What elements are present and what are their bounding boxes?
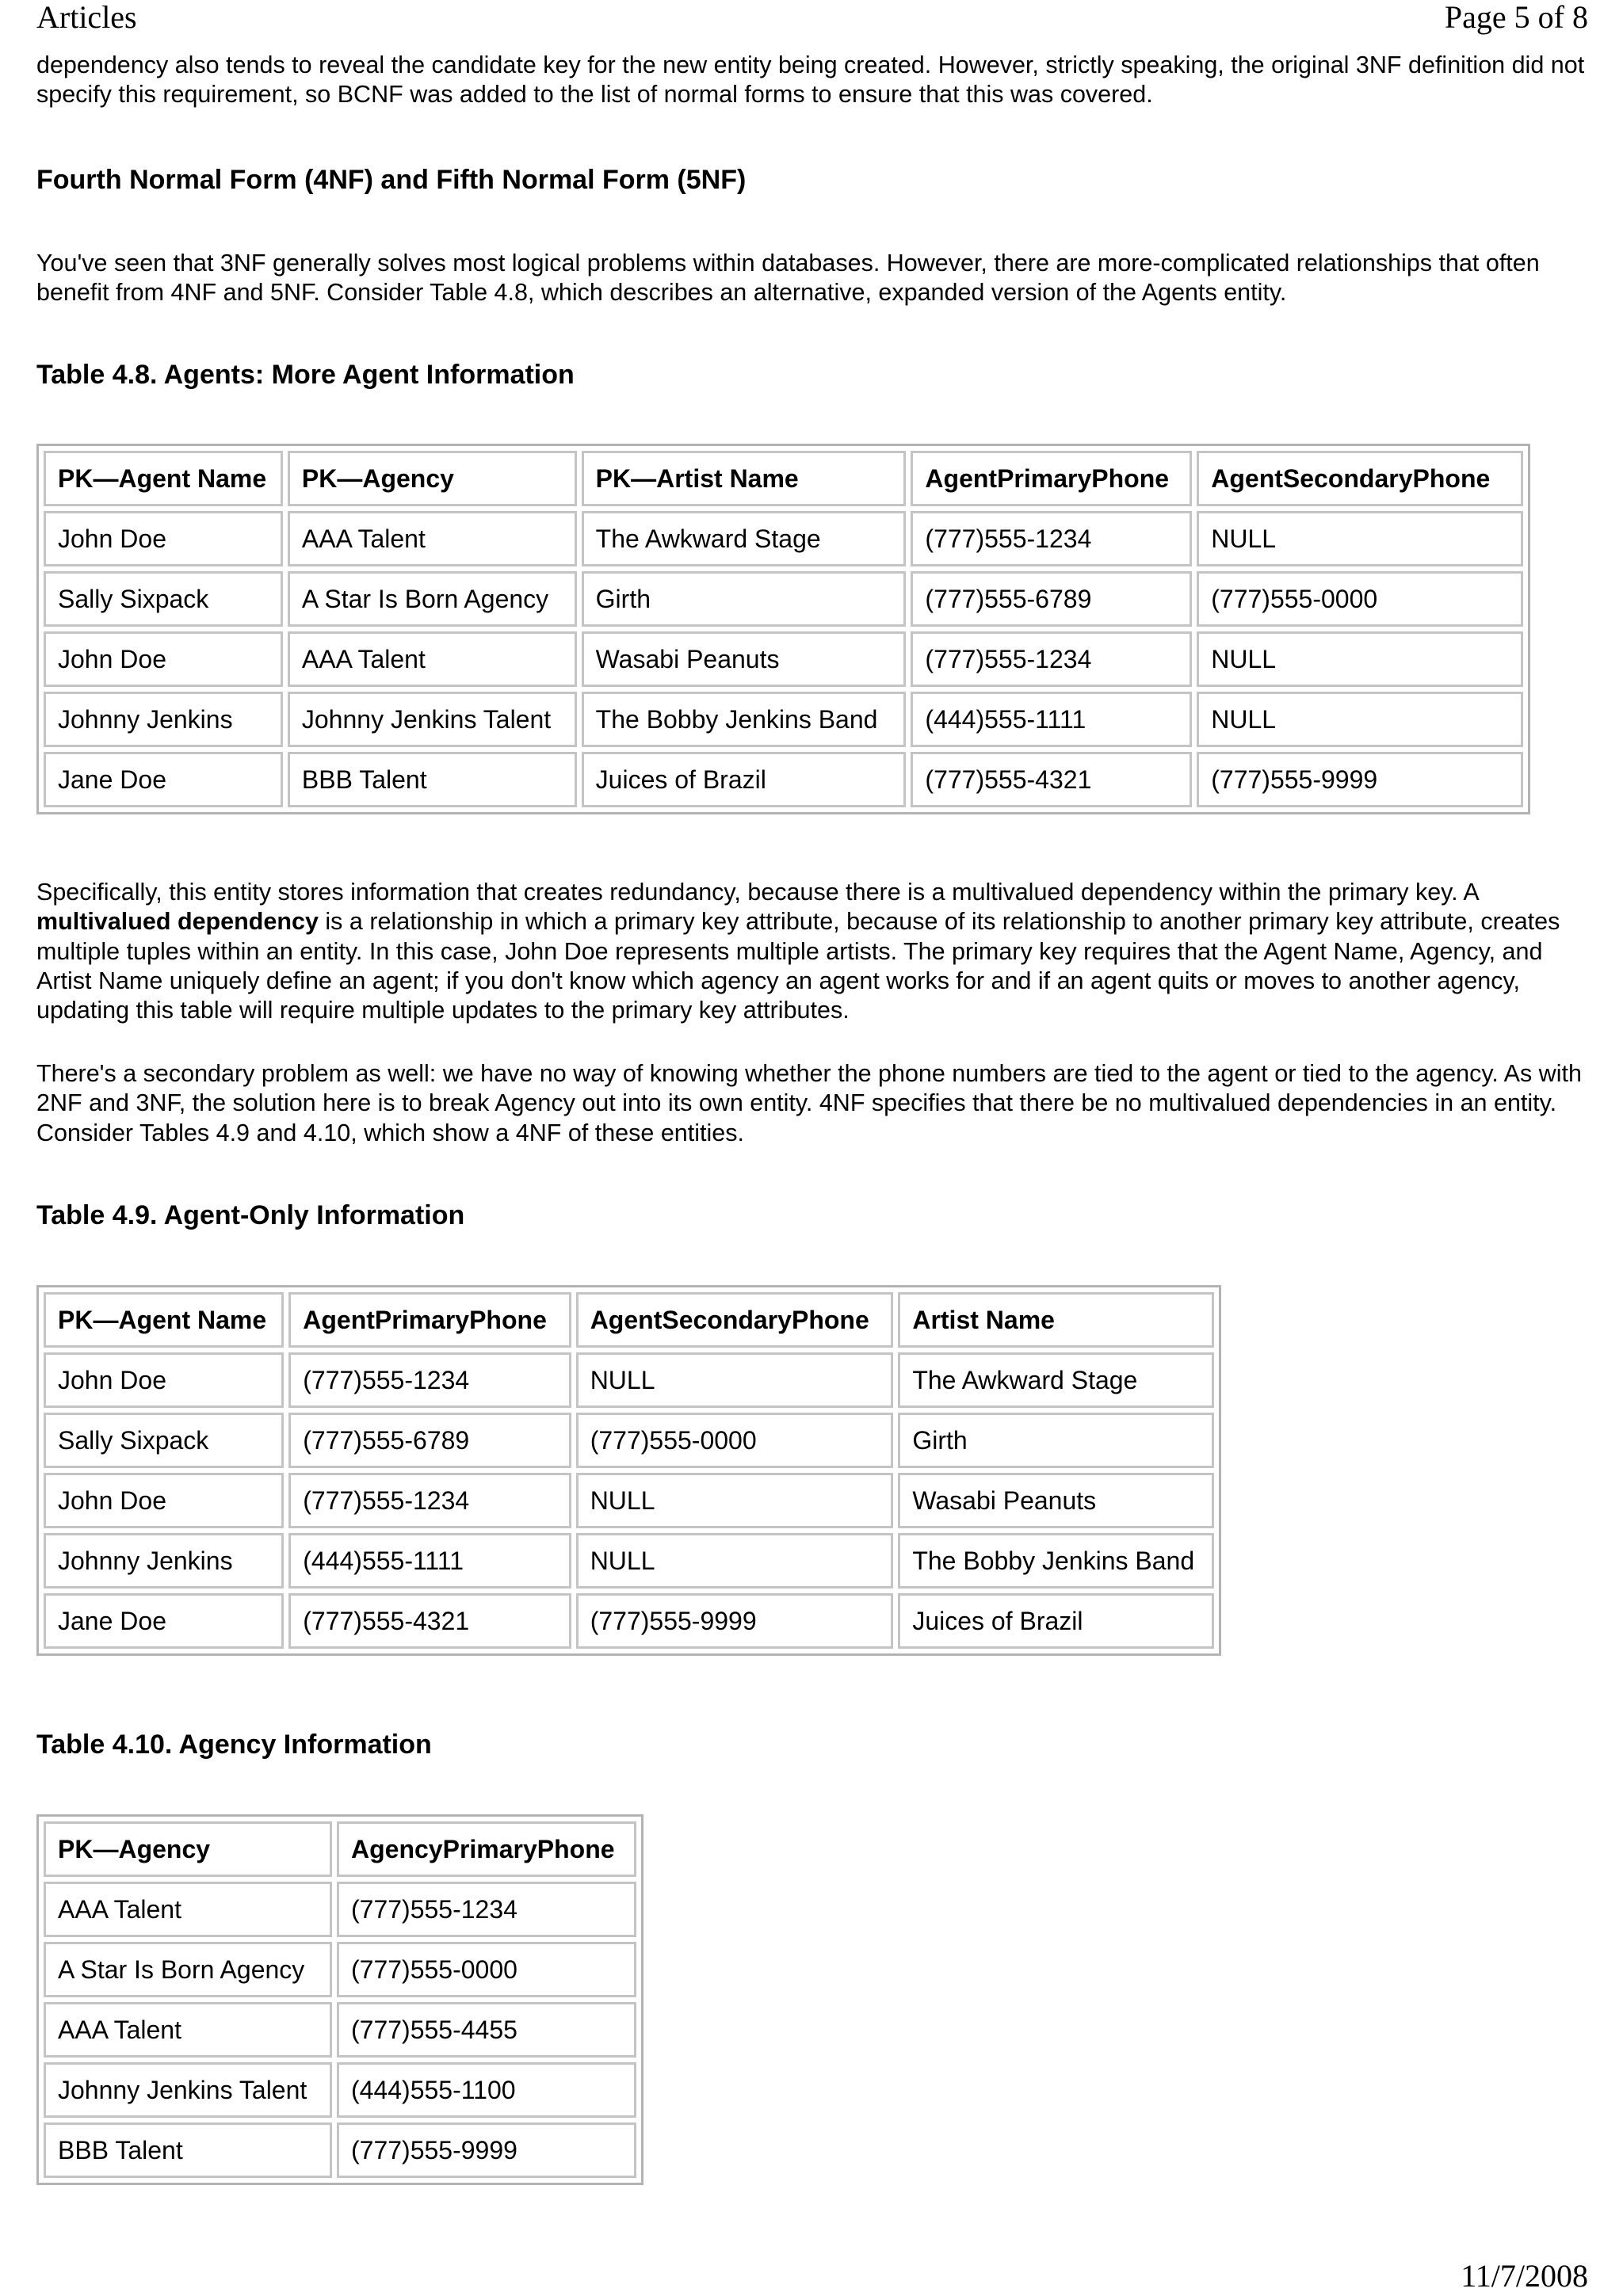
mvd-text-after: is a relationship in which a primary key attribute, because of its relationship to another primary key attribute, creates multiple tuples within an entity. In this case, John Doe represents multiple artists. The primary key requires that the Agent Name, Agency, and Artist Name uniquely define an agent; if you don't know which agency an agent works for and if an agent quits or moves to another agency, updating this table will require multiple updates to the primary key attributes. <box>36 908 1560 1024</box>
table-cell: NULL <box>576 1473 894 1528</box>
table-cell: (444)555-1111 <box>911 692 1192 747</box>
table-cell: (777)555-0000 <box>576 1413 894 1468</box>
footer-date: 11/7/2008 <box>1461 2258 1588 2294</box>
table-cell: (777)555-4321 <box>288 1593 571 1649</box>
table-row <box>44 571 1523 627</box>
header-cell: Artist Name <box>898 1292 1214 1348</box>
table-row <box>44 511 1523 566</box>
table-4-10-title: Table 4.10. Agency Information <box>36 1730 432 1760</box>
table-cell: BBB Talent <box>288 752 577 807</box>
table-cell: John Doe <box>44 511 283 566</box>
table-cell: A Star Is Born Agency <box>44 1942 332 1997</box>
table-cell: (777)555-9999 <box>576 1593 894 1649</box>
table-4-10 <box>36 1814 643 2185</box>
paragraph-secondary-problem: There's a secondary problem as well: we have no way of knowing whether the phone numbers are tied to the agent or tied to the agency. As with 2NF and 3NF, the solution here is to break Agency out into its own entity. 4NF specifies that there be no multivalued dependencies in an entity. Consider Tables 4.9 and 4.10, which show a 4NF of these entities. <box>36 1060 1582 1146</box>
intro-paragraph: dependency also tends to reveal the candidate key for the new entity being created. However, strictly speaking, the original 3NF definition did not specify this requirement, so BCNF was added to the list of normal forms to ensure that this was covered. <box>36 51 1585 109</box>
page-number: Page 5 of 8 <box>1444 0 1588 35</box>
table-row <box>44 1882 636 1937</box>
table-4-8-title: Table 4.8. Agents: More Agent Information <box>36 360 575 390</box>
header-cell: AgencyPrimaryPhone <box>337 1821 636 1877</box>
table-row <box>44 2122 636 2178</box>
table-cell: (777)555-9999 <box>1197 752 1523 807</box>
header-cell: AgentPrimaryPhone <box>288 1292 571 1348</box>
table-cell: (777)555-1234 <box>911 511 1192 566</box>
table-cell: The Bobby Jenkins Band <box>582 692 907 747</box>
table-cell: Sally Sixpack <box>44 571 283 627</box>
table-cell: (777)555-9999 <box>337 2122 636 2178</box>
table-cell: (777)555-1234 <box>337 1882 636 1937</box>
table-cell: Johnny Jenkins <box>44 1533 284 1589</box>
table-cell: Johnny Jenkins Talent <box>44 2062 332 2118</box>
table-cell: NULL <box>576 1352 894 1408</box>
table-cell: (777)555-4321 <box>911 752 1192 807</box>
table-cell: John Doe <box>44 1352 284 1408</box>
table-4-9 <box>36 1285 1221 1656</box>
table-row <box>44 1473 1214 1528</box>
table-cell: Wasabi Peanuts <box>898 1473 1214 1528</box>
table-cell: Wasabi Peanuts <box>582 631 907 687</box>
table-cell: AAA Talent <box>44 2002 332 2058</box>
table-cell: (777)555-6789 <box>288 1413 571 1468</box>
table-cell: Girth <box>898 1413 1214 1468</box>
table-cell: Johnny Jenkins Talent <box>288 692 577 747</box>
table-cell: A Star Is Born Agency <box>288 571 577 627</box>
table-cell: (777)555-1234 <box>911 631 1192 687</box>
table-cell: Jane Doe <box>44 752 283 807</box>
table-cell: AAA Talent <box>288 631 577 687</box>
table-cell: NULL <box>1197 631 1523 687</box>
table-cell: Juices of Brazil <box>582 752 907 807</box>
table-row <box>44 1352 1214 1408</box>
table-cell: AAA Talent <box>288 511 577 566</box>
table-header-row <box>44 451 1523 506</box>
table-row <box>44 1593 1214 1649</box>
table-row <box>44 2062 636 2118</box>
table-cell: (777)555-0000 <box>337 1942 636 1997</box>
table-cell: Girth <box>582 571 907 627</box>
table-cell: (777)555-6789 <box>911 571 1192 627</box>
table-cell: AAA Talent <box>44 1882 332 1937</box>
mvd-text-before: Specifically, this entity stores information that creates redundancy, because there is a multivalued dependency within the primary key. A <box>36 879 1479 906</box>
paragraph-4nf: You've seen that 3NF generally solves most logical problems within databases. However, there are more-complicated relationships that often benefit from 4NF and 5NF. Consider Table 4.8, which describes an alternative, expanded version of the Agents entity. <box>36 250 1540 307</box>
mvd-term: multivalued dependency <box>36 908 319 936</box>
table-row <box>44 1942 636 1997</box>
paragraph-multivalued-dependency <box>36 878 1602 1025</box>
header-section-title: Articles <box>36 0 137 35</box>
table-cell: The Awkward Stage <box>898 1352 1214 1408</box>
table-row <box>44 692 1523 747</box>
table-4-9-title: Table 4.9. Agent-Only Information <box>36 1200 465 1230</box>
table-cell: Sally Sixpack <box>44 1413 284 1468</box>
header-cell: PK—Agent Name <box>44 1292 284 1348</box>
table-cell: The Bobby Jenkins Band <box>898 1533 1214 1589</box>
table-header-row <box>44 1292 1214 1348</box>
table-cell: Johnny Jenkins <box>44 692 283 747</box>
table-cell: (777)555-0000 <box>1197 571 1523 627</box>
table-header-row <box>44 1821 636 1877</box>
header-cell: AgentPrimaryPhone <box>911 451 1192 506</box>
table-cell: NULL <box>1197 692 1523 747</box>
table-cell: (777)555-1234 <box>288 1352 571 1408</box>
table-cell: (777)555-1234 <box>288 1473 571 1528</box>
table-cell: Jane Doe <box>44 1593 284 1649</box>
table-4-8 <box>36 444 1530 814</box>
table-cell: John Doe <box>44 1473 284 1528</box>
table-cell: BBB Talent <box>44 2122 332 2178</box>
header-cell: PK—Agency <box>288 451 577 506</box>
table-cell: NULL <box>576 1533 894 1589</box>
header-cell: PK—Agency <box>44 1821 332 1877</box>
table-row <box>44 1533 1214 1589</box>
table-cell: Juices of Brazil <box>898 1593 1214 1649</box>
table-cell: John Doe <box>44 631 283 687</box>
header-cell: AgentSecondaryPhone <box>576 1292 894 1348</box>
table-row <box>44 2002 636 2058</box>
table-row <box>44 631 1523 687</box>
table-cell: (777)555-4455 <box>337 2002 636 2058</box>
table-row <box>44 752 1523 807</box>
header-cell: PK—Artist Name <box>582 451 907 506</box>
table-cell: NULL <box>1197 511 1523 566</box>
table-cell: (444)555-1111 <box>288 1533 571 1589</box>
header-cell: PK—Agent Name <box>44 451 283 506</box>
table-row <box>44 1413 1214 1468</box>
table-cell: The Awkward Stage <box>582 511 907 566</box>
section-heading: Fourth Normal Form (4NF) and Fifth Normal Form (5NF) <box>36 165 747 195</box>
header-cell: AgentSecondaryPhone <box>1197 451 1523 506</box>
table-cell: (444)555-1100 <box>337 2062 636 2118</box>
